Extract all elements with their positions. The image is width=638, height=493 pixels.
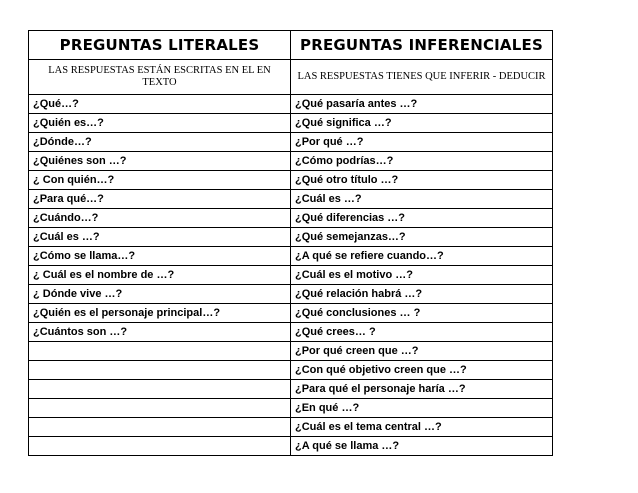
table-row — [29, 114, 553, 133]
inferential-question-cell: ¿Cuál es el motivo …? — [291, 266, 553, 285]
inferential-column-subtitle: LAS RESPUESTAS TIENES QUE INFERIR - DEDUCIR — [291, 60, 553, 95]
questions-table — [28, 30, 553, 456]
inferential-question-cell: ¿Con qué objetivo creen que …? — [291, 361, 553, 380]
literal-question-cell: ¿Quiénes son …? — [29, 152, 291, 171]
inferential-question-cell: ¿Qué relación habrá …? — [291, 285, 553, 304]
literal-question-cell: ¿Dónde…? — [29, 133, 291, 152]
inferential-question-cell: ¿En qué …? — [291, 399, 553, 418]
inferential-question-cell: ¿A qué se llama …? — [291, 437, 553, 456]
questions-body — [29, 95, 553, 456]
literal-question-cell — [29, 399, 291, 418]
inferential-question-cell: ¿Por qué …? — [291, 133, 553, 152]
inferential-question-cell: ¿Por qué creen que …? — [291, 342, 553, 361]
questions-sheet — [28, 30, 552, 456]
literal-question-cell: ¿ Cuál es el nombre de …? — [29, 266, 291, 285]
literal-question-cell: ¿Qué…? — [29, 95, 291, 114]
inferential-question-cell: ¿Cómo podrías…? — [291, 152, 553, 171]
inferential-question-cell: ¿Qué pasaría antes …? — [291, 95, 553, 114]
literal-question-cell: ¿Cuántos son …? — [29, 323, 291, 342]
subheader-row — [29, 60, 553, 95]
table-row — [29, 285, 553, 304]
inferential-question-cell: ¿Para qué el personaje haría …? — [291, 380, 553, 399]
literal-question-cell — [29, 361, 291, 380]
table-row — [29, 342, 553, 361]
literal-column-title: PREGUNTAS LITERALES — [29, 31, 291, 60]
table-row — [29, 304, 553, 323]
table-row — [29, 323, 553, 342]
literal-question-cell: ¿ Dónde vive …? — [29, 285, 291, 304]
inferential-question-cell: ¿Cuál es el tema central …? — [291, 418, 553, 437]
table-row — [29, 266, 553, 285]
inferential-question-cell: ¿Qué otro título …? — [291, 171, 553, 190]
header-row — [29, 31, 553, 60]
literal-question-cell: ¿Quién es el personaje principal…? — [29, 304, 291, 323]
inferential-question-cell: ¿Qué crees… ? — [291, 323, 553, 342]
literal-question-cell: ¿Cuándo…? — [29, 209, 291, 228]
inferential-question-cell: ¿Qué conclusiones … ? — [291, 304, 553, 323]
literal-question-cell — [29, 437, 291, 456]
literal-question-cell: ¿Cómo se llama…? — [29, 247, 291, 266]
table-row — [29, 361, 553, 380]
literal-question-cell — [29, 380, 291, 399]
inferential-question-cell: ¿Cuál es …? — [291, 190, 553, 209]
table-row — [29, 152, 553, 171]
table-row — [29, 418, 553, 437]
inferential-column-title: PREGUNTAS INFERENCIALES — [291, 31, 553, 60]
table-row — [29, 247, 553, 266]
table-row — [29, 380, 553, 399]
inferential-question-cell: ¿Qué diferencias …? — [291, 209, 553, 228]
inferential-question-cell: ¿A qué se refiere cuando…? — [291, 247, 553, 266]
literal-question-cell — [29, 418, 291, 437]
table-row — [29, 399, 553, 418]
table-row — [29, 228, 553, 247]
literal-column-subtitle: LAS RESPUESTAS ESTÁN ESCRITAS EN EL EN TEXTO — [29, 60, 291, 95]
table-row — [29, 209, 553, 228]
literal-question-cell: ¿ Con quién…? — [29, 171, 291, 190]
inferential-question-cell: ¿Qué significa …? — [291, 114, 553, 133]
literal-question-cell: ¿Para qué…? — [29, 190, 291, 209]
table-row — [29, 437, 553, 456]
literal-question-cell: ¿Cuál es …? — [29, 228, 291, 247]
inferential-question-cell: ¿Qué semejanzas…? — [291, 228, 553, 247]
table-row — [29, 133, 553, 152]
literal-question-cell — [29, 342, 291, 361]
table-row — [29, 190, 553, 209]
literal-question-cell: ¿Quién es…? — [29, 114, 291, 133]
table-row — [29, 171, 553, 190]
table-row — [29, 95, 553, 114]
